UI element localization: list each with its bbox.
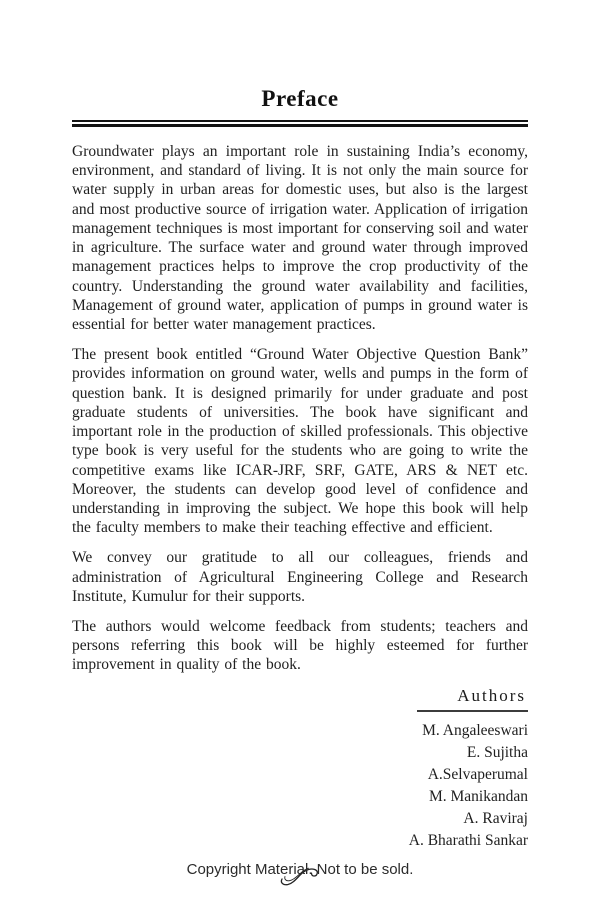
author-name: A. Raviraj bbox=[463, 809, 528, 827]
author-name: A.Selvaperumal bbox=[427, 765, 528, 783]
page-title: Preface bbox=[261, 86, 339, 111]
author-name: M. Manikandan bbox=[428, 787, 528, 805]
authors-block bbox=[72, 686, 528, 852]
preface-paragraph-3: We convey our gratitude to all our colleagues, friends and administration of Agricultural Engineering College and Research Institute, Kumulur for their supports. bbox=[72, 549, 528, 605]
authors-heading-wrap bbox=[72, 686, 528, 712]
copyright-notice: Copyright Material. Not to be sold. bbox=[186, 861, 414, 878]
author-name: E. Sujitha bbox=[466, 743, 528, 761]
author-name: A. Bharathi Sankar bbox=[408, 831, 528, 849]
preface-paragraph-1: Groundwater plays an important role in sustaining India’s economy, environment, and standard of living. It is not only the main source for water supply in urban areas for domestic uses, but also is the largest and most productive source of irrigation water. Application of irrigation management techniques is most important for conserving soil and water in agriculture. The surface water and ground water through improved management practices helps to improve the crop productivity of the country. Understanding the ground water availability and facilities, Management of ground water, application of pumps in ground water is essential for better water management practices. bbox=[72, 143, 528, 333]
author-name: M. Angaleeswari bbox=[422, 721, 528, 739]
preface-paragraph-2: The present book entitled “Ground Water Objective Question Bank” provides information on ground water, wells and pumps in the form of question bank. It is designed primarily for under graduate and post graduate students of universities. The book have significant and important role in the production of skilled professionals. This objective type book is very useful for the students who are going to write the competitive exams like ICAR-JRF, SRF, GATE, ARS & NET etc. Moreover, the students can develop good level of confidence and understanding in improving the subject. We hope this book will help the faculty members to make their teaching effective and efficient. bbox=[72, 346, 528, 537]
authors-heading: Authors bbox=[417, 686, 528, 712]
preface-paragraph-4: The authors would welcome feedback from students; teachers and persons referring this book will be highly esteemed for further improvement in quality of the book. bbox=[72, 618, 528, 674]
title-divider-rule bbox=[72, 120, 528, 127]
